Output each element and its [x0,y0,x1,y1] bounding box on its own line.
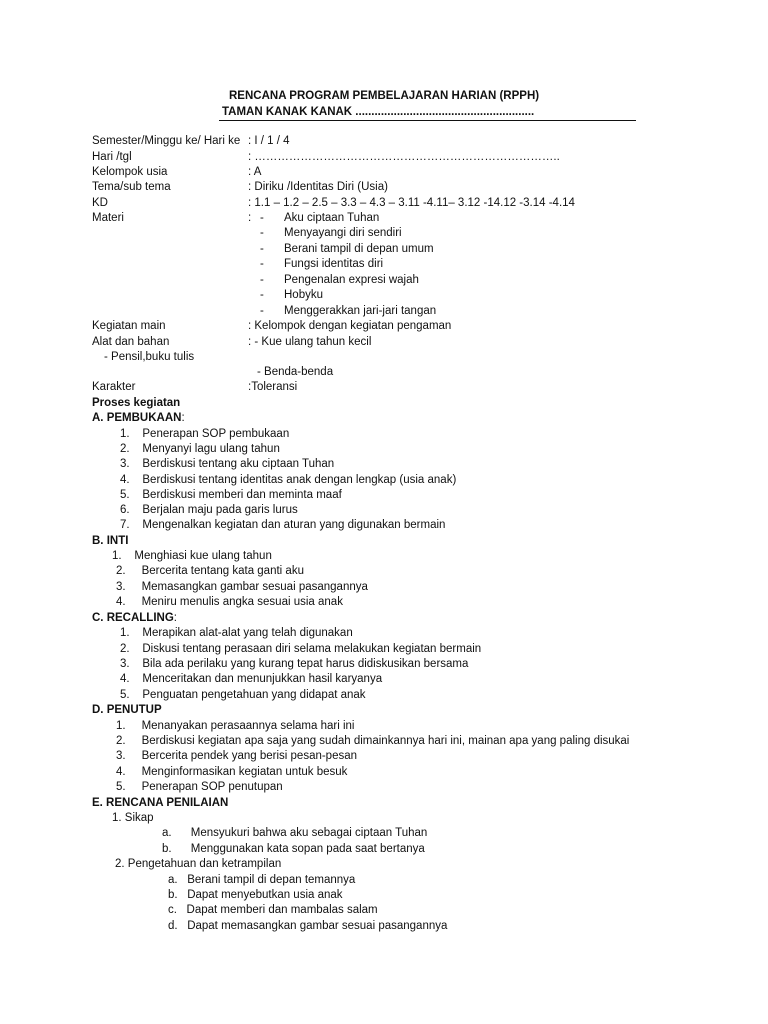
list-item-text: Bercerita pendek yang berisi pesan-pesan [141,750,358,762]
section-b-title: B. INTI [92,535,129,547]
list-item: 3. Berdiskusi tentang aku ciptaan Tuhan [120,458,335,470]
list-item: b. Dapat menyebutkan usia anak [168,889,343,901]
list-item: Fungsi identitas diri [284,258,384,270]
list-bullet: - [260,258,264,270]
list-item: 3. Memasangkan gambar sesuai pasangannya [116,581,368,593]
list-item: 1. Merapikan alat-alat yang telah digunakan [120,627,353,639]
list-item: Menyayangi diri sendiri [284,227,402,239]
list-item: b. Menggunakan kata sopan pada saat bertanya [162,843,425,855]
list-item-text: Menceritakan dan menunjukkan hasil karyanya [142,673,383,685]
list-item-text: Dapat menyebutkan usia anak [187,889,343,901]
hari-label: Hari /tgl [92,151,132,163]
list-item: a. Mensyukuri bahwa aku sebagai ciptaan Tuhan [162,827,428,839]
list-item: Menggerakkan jari-jari tangan [284,305,437,317]
section-a-title: A. PEMBUKAAN [92,412,182,424]
semester-value: : I / 1 / 4 [248,135,290,147]
list-item-text: Bila ada perilaku yang kurang tepat harus didiskusikan bersama [142,658,469,670]
semester-label: Semester/Minggu ke/ Hari ke [92,135,241,147]
list-item-text: Merapikan alat-alat yang telah digunakan [142,627,353,639]
list-item: 3. Bercerita pendek yang berisi pesan-pesan [116,750,358,762]
section-a-heading [92,411,185,426]
alat-label: Alat dan bahan [92,336,170,348]
list-item: 6. Berjalan maju pada garis lurus [120,504,298,516]
list-item-text: Mengenalkan kegiatan dan aturan yang digunakan bermain [142,519,446,531]
list-item: 5. Penerapan SOP penutupan [116,781,283,793]
list-item: 1. Penerapan SOP pembukaan [120,428,290,440]
list-item-text: Berjalan maju pada garis lurus [142,504,298,516]
list-item: 5. Berdiskusi memberi dan meminta maaf [120,489,342,501]
list-item: 4. Menginformasikan kegiatan untuk besuk [116,766,348,778]
list-item-text: Memasangkan gambar sesuai pasangannya [141,581,368,593]
kelompok-label: Kelompok usia [92,166,168,178]
list-item-text: Menghiasi kue ulang tahun [134,550,272,562]
section-c-colon: : [173,612,177,624]
list-item: d. Dapat memasangkan gambar sesuai pasangannya [168,920,448,932]
list-item: 3. Bila ada perilaku yang kurang tepat harus didiskusikan bersama [120,658,469,670]
sikap-heading: 1. Sikap [112,812,154,824]
kd-label: KD [92,197,108,209]
tema-value: : Diriku /Identitas Diri (Usia) [248,181,388,193]
list-item: 5. Penguatan pengetahuan yang didapat anak [120,689,366,701]
list-item-text: Meniru menulis angka sesuai usia anak [141,596,343,608]
list-item-text: Penerapan SOP penutupan [141,781,283,793]
list-item-text: Mensyukuri bahwa aku sebagai ciptaan Tuhan [190,827,428,839]
alat-item: - Pensil,buku tulis [104,351,195,363]
list-item: Pengenalan expresi wajah [284,274,419,286]
kegiatan-value: : Kelompok dengan kegiatan pengaman [248,320,452,332]
alat-item: - Benda-benda [257,366,334,378]
proses-heading: Proses kegiatan [92,397,181,409]
list-bullet: - [260,212,264,224]
list-item-text: Menggunakan kata sopan pada saat bertanya [190,843,425,855]
list-item-text: Berdiskusi tentang identitas anak dengan lengkap (usia anak) [142,474,457,486]
karakter-value: :Toleransi [248,381,298,393]
list-item: Berani tampil di depan umum [284,243,434,255]
header-divider [219,120,636,121]
tema-label: Tema/sub tema [92,181,171,193]
list-item-text: Bercerita tentang kata ganti aku [141,565,304,577]
list-item: Aku ciptaan Tuhan [284,212,380,224]
list-item-text: Diskusi tentang perasaan diri selama melakukan kegiatan bermain [142,643,482,655]
section-e-title: E. RENCANA PENILAIAN [92,797,229,809]
list-item-text: Berdiskusi kegiatan apa saja yang sudah dimainkannya hari ini, mainan apa yang paling disukai [141,735,630,747]
list-item-text: Penguatan pengetahuan yang didapat anak [142,689,366,701]
section-d-title: D. PENUTUP [92,704,162,716]
list-item: a. Berani tampil di depan temannya [168,874,356,886]
list-item-text: Dapat memberi dan mambalas salam [186,904,378,916]
list-item: 1. Menghiasi kue ulang tahun [112,550,272,562]
alat-value: : - Kue ulang tahun kecil [248,336,372,348]
karakter-label: Karakter [92,381,136,393]
list-bullet: - [260,274,264,286]
section-a-colon: : [181,412,185,424]
list-item: 4. Meniru menulis angka sesuai usia anak [116,596,343,608]
list-item-text: Berdiskusi tentang aku ciptaan Tuhan [142,458,335,470]
materi-colon: : [248,212,252,224]
document-subtitle: TAMAN KANAK KANAK ........................................................ [222,106,535,118]
list-item-text: Dapat memasangkan gambar sesuai pasangannya [187,920,448,932]
list-item-text: Menginformasikan kegiatan untuk besuk [141,766,348,778]
list-item: 1. Menanyakan perasaannya selama hari ini [116,720,355,732]
list-item: 7. Mengenalkan kegiatan dan aturan yang digunakan bermain [120,519,446,531]
materi-label: Materi [92,212,124,224]
list-item-text: Penerapan SOP pembukaan [142,428,290,440]
list-item: 2. Berdiskusi kegiatan apa saja yang sudah dimainkannya hari ini, mainan apa yang paling disukai [116,735,630,747]
section-c-title: C. RECALLING [92,612,174,624]
list-item-text: Berani tampil di depan temannya [187,874,356,886]
pengetahuan-heading: 2. Pengetahuan dan ketrampilan [115,858,282,870]
list-item: Hobyku [284,289,323,301]
list-item-text: Menanyakan perasaannya selama hari ini [141,720,355,732]
hari-value: : …………………………………………………………………….. [248,151,560,163]
list-bullet: - [260,243,264,255]
list-item-text: Berdiskusi memberi dan meminta maaf [142,489,342,501]
list-bullet: - [260,289,264,301]
kegiatan-label: Kegiatan main [92,320,166,332]
list-item: 2. Menyanyi lagu ulang tahun [120,443,280,455]
kd-value: : 1.1 – 1.2 – 2.5 – 3.3 – 4.3 – 3.11 -4.11– 3.12 -14.12 -3.14 -4.14 [248,197,575,209]
list-bullet: - [260,305,264,317]
list-bullet: - [260,227,264,239]
kelompok-value: : A [248,166,262,178]
list-item: 4. Berdiskusi tentang identitas anak dengan lengkap (usia anak) [120,474,457,486]
section-c-heading [92,611,177,626]
document-title: RENCANA PROGRAM PEMBELAJARAN HARIAN (RPPH) [229,90,540,102]
list-item: 2. Bercerita tentang kata ganti aku [116,565,304,577]
list-item: 4. Menceritakan dan menunjukkan hasil karyanya [120,673,383,685]
list-item-text: Menyanyi lagu ulang tahun [142,443,280,455]
list-item: 2. Diskusi tentang perasaan diri selama melakukan kegiatan bermain [120,643,482,655]
list-item: c. Dapat memberi dan mambalas salam [168,904,378,916]
